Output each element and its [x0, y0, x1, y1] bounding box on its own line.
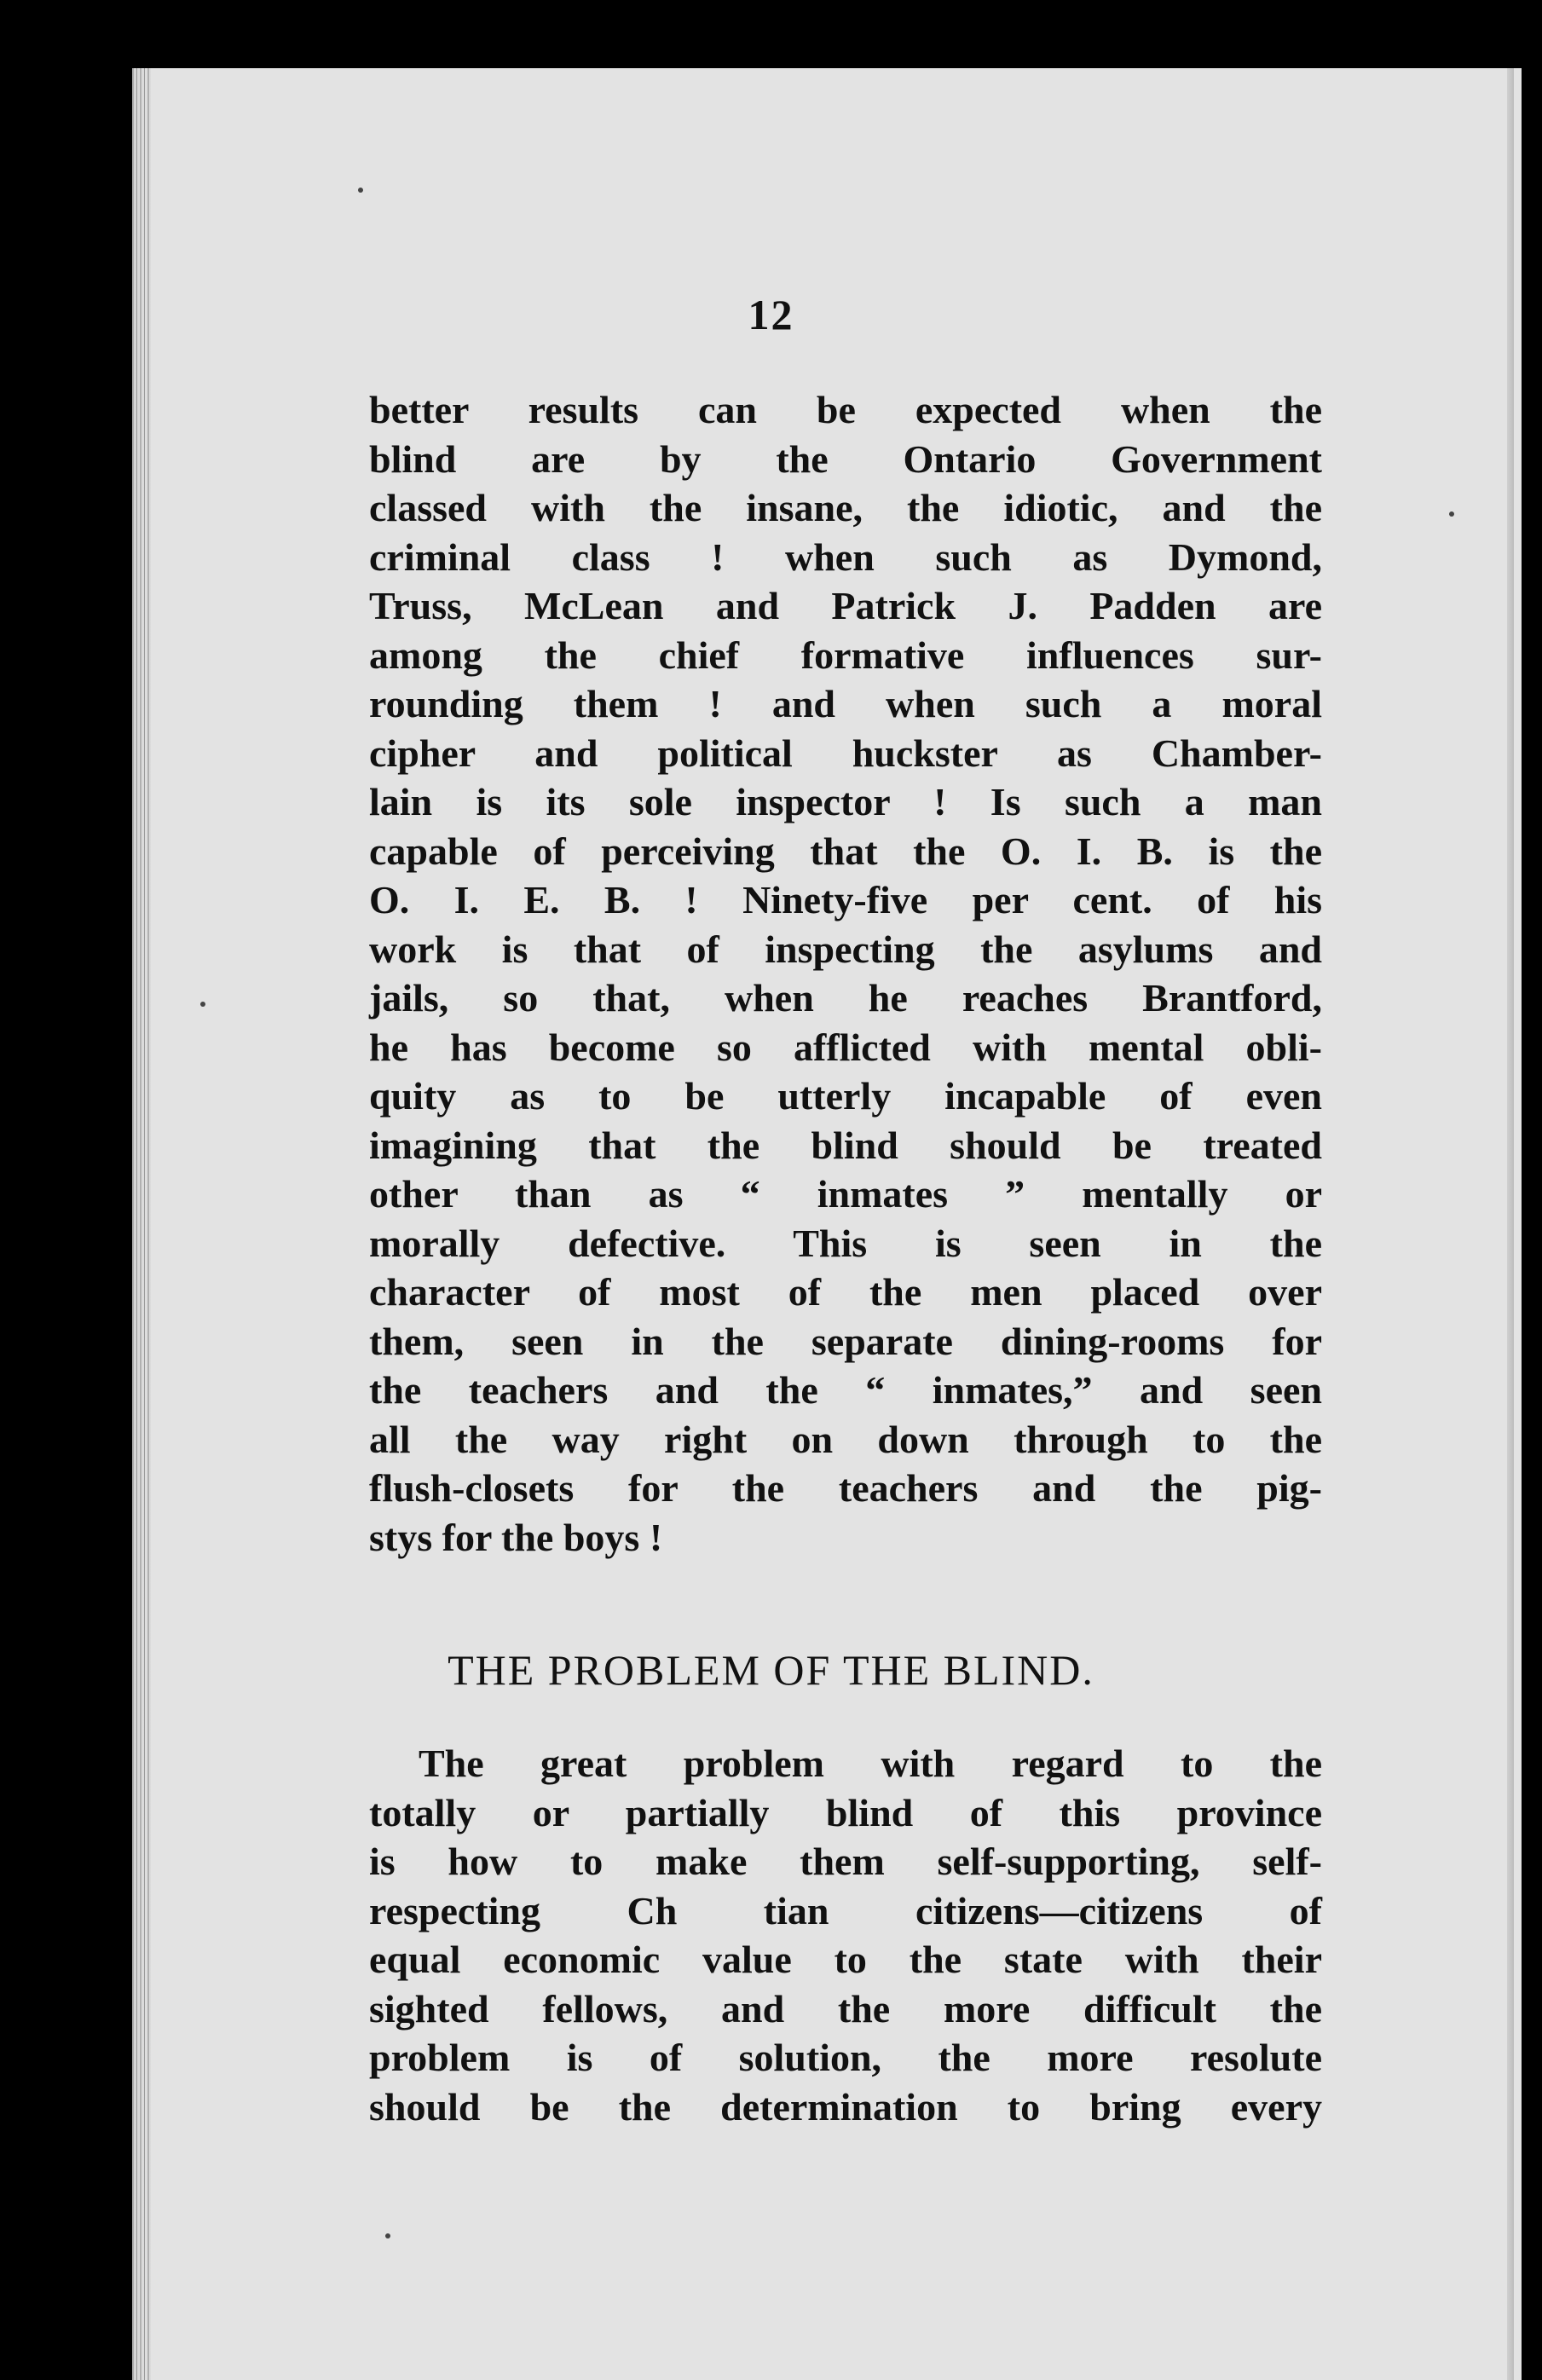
body-paragraph-2: [369, 1739, 1322, 2131]
text-line: The great problem with regard to the: [419, 1742, 1322, 1785]
text-line: all the way right on down through to the: [369, 1417, 1322, 1461]
scan-speck: [385, 2233, 390, 2238]
page-number: 12: [748, 291, 794, 338]
text-line: lain is its sole inspector ! Is such a man: [369, 780, 1322, 823]
text-line: quity as to be utterly incapable of even: [369, 1074, 1322, 1118]
text-line: stys for the boys !: [369, 1515, 663, 1559]
text-line: classed with the insane, the idiotic, and the: [369, 486, 1322, 529]
text-line: respecting Ch tian citizens—citizens of: [369, 1888, 1322, 1932]
text-line: he has become so afflicted with mental obli-: [369, 1025, 1322, 1069]
text-line: is how to make them self-supporting, self-: [369, 1840, 1322, 1883]
text-line: Truss, McLean and Patrick J. Padden are: [369, 584, 1322, 627]
text-line: problem is of solution, the more resolute: [369, 2036, 1322, 2079]
text-line: capable of perceiving that the O. I. B. is the: [369, 829, 1322, 873]
text-line: work is that of inspecting the asylums and: [369, 927, 1322, 971]
text-line: other than as “ inmates ” mentally or: [369, 1172, 1322, 1216]
section-heading: THE PROBLEM OF THE BLIND.: [448, 1646, 1094, 1694]
text-line: should be the determination to bring every: [369, 2084, 1322, 2129]
text-line: equal economic value to the state with their: [369, 1938, 1322, 1981]
text-line: imagining that the blind should be treated: [369, 1123, 1322, 1167]
text-line: totally or partially blind of this province: [369, 1790, 1322, 1834]
text-line: blind are by the Ontario Government: [369, 436, 1322, 481]
text-line: better results can be expected when the: [369, 388, 1322, 431]
text-line: criminal class ! when such as Dymond,: [369, 534, 1322, 579]
text-line: among the chief formative influences sur-: [369, 633, 1322, 677]
body-paragraph-1: [369, 385, 1322, 1562]
text-line: morally defective. This is seen in the: [369, 1221, 1322, 1265]
text-line: them, seen in the separate dining-rooms for: [369, 1319, 1322, 1363]
text-line: rounding them ! and when such a moral: [369, 682, 1322, 725]
text-line: cipher and political huckster as Chamber-: [369, 731, 1322, 775]
text-line: flush-closets for the teachers and the pig-: [369, 1466, 1322, 1510]
page-right-edge: [1507, 68, 1514, 2380]
page-binding-edge: [132, 68, 151, 2380]
scan-speck: [200, 1002, 205, 1007]
text-line: O. I. E. B. ! Ninety-five per cent. of his: [369, 878, 1322, 921]
text-line: sighted fellows, and the more difficult the: [369, 1986, 1322, 2031]
scan-speck: [358, 188, 363, 193]
text-line: character of most of the men placed over: [369, 1270, 1322, 1314]
text-line: jails, so that, when he reaches Brantford,: [369, 976, 1322, 1020]
text-line: the teachers and the “ inmates,” and seen: [369, 1368, 1322, 1412]
scan-speck: [1449, 511, 1454, 517]
